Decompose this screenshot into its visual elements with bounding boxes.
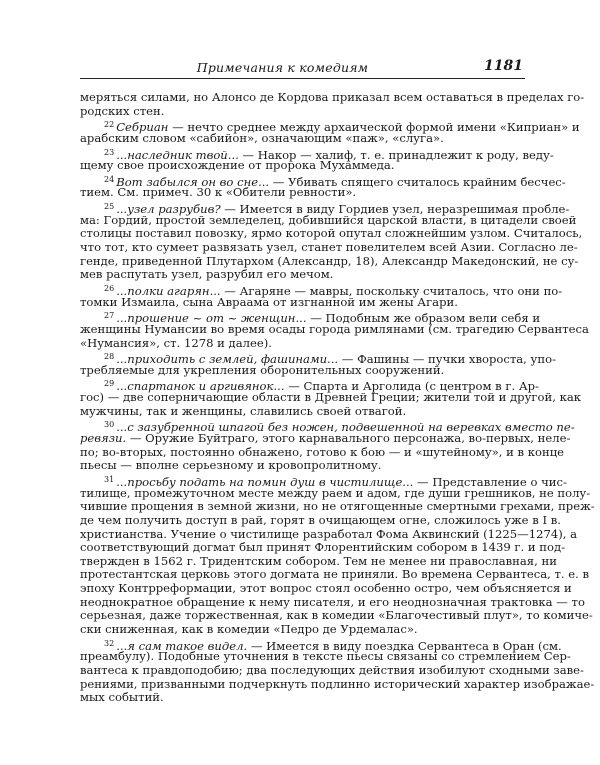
notes-body [80, 90, 595, 705]
text-line [80, 553, 557, 569]
note-text: — Имеется в виду поездка Сервантеса в Оран (см. [247, 638, 562, 653]
note-text: чившие прощения в земной жизни, но не отягощенные смертными грехами, преж- [80, 499, 595, 514]
text-line [80, 540, 566, 555]
text-line [80, 390, 581, 405]
note-lemma: Себриан [116, 120, 169, 135]
note-text: женщины Нумансии во время осады города римлянами (см. трагедию Сервантеса [80, 321, 589, 336]
text-line [80, 90, 585, 105]
note-text: что тот, кто сумеет развязать узел, станет повелителем всей Азии. Согласно ле- [80, 240, 578, 255]
note-lemma: ...полки агарян... [116, 283, 221, 298]
note-lemma: Вот забылся он во сне... [116, 174, 270, 189]
note-lemma: ...с зазубренной шпагой без ножен, подвешенной на веревках вместо пе- [116, 420, 575, 435]
note-text: вантеса к правдоподобию; два последующих действия изобилуют сходными заве- [80, 662, 584, 677]
note-text: — Фашины — пучки хвороста, упо- [338, 352, 556, 367]
text-line [80, 321, 589, 337]
note-text: преамбулу). Подобные уточнения в тексте пьесы связаны со стремлением Сер- [80, 649, 571, 664]
text-line [80, 118, 580, 135]
note-text: требляемые для укрепления оборонительных сооружений. [80, 362, 445, 377]
text-line [80, 173, 566, 189]
text-line [80, 146, 554, 162]
note-lemma: ...просьбу подать на помин душ в чистилище... [116, 474, 414, 489]
note-text: христианства. Учение о чистилище разработал Фома Аквинский (1225—1274), а [80, 526, 578, 541]
note-text: твержден в 1562 г. Тридентским собором. Тем не менее ни православная, ни [80, 553, 557, 568]
note-text: томки Измаила, сына Авраама от изгнанной им жены Агари. [80, 294, 458, 309]
note-text: мев распутать узел, разрубил его мечом. [80, 267, 334, 282]
note-text: генде, приведенной Плутархом (Александр, 18), Александр Македонский, не су- [80, 253, 579, 268]
text-line [80, 431, 571, 446]
running-header [80, 58, 525, 79]
text-line [80, 377, 539, 394]
note-text: меряться силами, но Алонсо де Кордова приказал всем оставаться в пределах го- [80, 90, 585, 104]
note-text: — Имеется в виду Гордиев узел, неразрешимая пробле- [220, 202, 570, 217]
page-number: 1181 [484, 58, 523, 74]
note-number: 28 [104, 352, 115, 362]
note-text: — Убивать спящего считалось крайним бесчес- [269, 174, 566, 189]
note-text: — Агаряне — мавры, поскольку считалось, что они по- [220, 283, 563, 298]
text-line [80, 459, 523, 473]
text-line [80, 608, 593, 623]
text-line [80, 526, 578, 542]
note-text: соответствующий догмат был принят Флорентийским собором в 1439 г. и под- [80, 540, 566, 555]
text-line [80, 337, 523, 351]
text-line [80, 499, 595, 514]
note-lemma: ...узел разрубив? [116, 202, 221, 217]
note-lemma: ревязи. [80, 431, 127, 446]
text-line [80, 485, 591, 501]
note-text: «Нумансия», ст. 1278 и далее). [80, 335, 272, 350]
note-text: по; во-вторых, постоянно обнажено, готово к бою — и «шутейному», и в конце [80, 444, 565, 459]
note-text: — Спарта и Арголида (с центром в г. Ар- [284, 379, 539, 394]
note-number: 30 [104, 420, 115, 430]
text-line [80, 444, 565, 460]
note-lemma: ...спартанок и аргивянок... [116, 379, 285, 394]
note-number: 32 [104, 638, 115, 648]
text-line [80, 105, 523, 119]
note-text: столицы поставил повозку, ярмо которой опутал сложнейшим узлом. Считалось, [80, 226, 583, 241]
note-text: рениями, призванными подчеркнуть подлинно исторический характер изображае- [80, 676, 595, 691]
text-line [80, 212, 577, 228]
note-text: щему свое происхождение от пророка Мухаммеда. [80, 158, 395, 173]
text-line [80, 567, 590, 582]
text-line [80, 253, 579, 269]
note-text: пьесы — вполне серьезному и кровопролитному. [80, 458, 382, 473]
note-number: 27 [104, 311, 115, 321]
text-line [80, 594, 585, 610]
note-text: — Оружие Буйтраго, этого карнавального персонажа, во-первых, неле- [126, 431, 571, 446]
text-line [80, 512, 561, 528]
note-number: 22 [104, 120, 115, 130]
note-text: — Подобным же образом вели себя и [306, 311, 541, 326]
text-line [80, 268, 523, 282]
note-text: ски сниженная, как в комедии «Педро де Урдемалас». [80, 621, 418, 636]
note-text: ма: Гордий, простой земледелец, добившийся царской власти, в цитадели своей [80, 212, 577, 227]
note-number: 29 [104, 379, 115, 389]
note-text: тием. См. примеч. 30 к «Обители ревности». [80, 185, 357, 200]
note-text: гос) — две соперничающие области в Древней Греции; жители той и другой, как [80, 390, 581, 405]
note-number: 31 [104, 474, 115, 484]
text-line [80, 418, 575, 435]
note-number: 23 [104, 147, 115, 157]
note-lemma: ...прошение ~ от ~ женщин... [116, 311, 307, 326]
text-line [80, 676, 595, 692]
note-text: эпоху Контрреформации, этот вопрос стоял особенно остро, чем объясняется и [80, 581, 572, 596]
note-lemma: ...наследник твой... [116, 147, 239, 162]
note-text: родских стен. [80, 103, 165, 118]
text-line [80, 662, 584, 678]
note-number: 24 [104, 174, 115, 184]
running-title: Примечания к комедиям [196, 60, 369, 75]
note-text: арабским словом «сабийон», означающим «паж», «слуга». [80, 130, 444, 145]
note-text: протестантская церковь этого догмата не приняли. Во времена Сервантеса, т. е. в [80, 567, 590, 582]
text-line [80, 581, 572, 596]
text-line [80, 309, 541, 326]
note-text: мых событий. [80, 690, 164, 705]
note-lemma: ...приходить с землей, фашинами... [116, 352, 339, 367]
note-number: 26 [104, 283, 115, 293]
note-text: де чем получить доступ в рай, горят в очищающем огне, сложилось уже в I в. [80, 512, 561, 527]
text-line [80, 296, 523, 310]
note-text: неоднократное обращение к нему писателя, и его неоднозначная трактовка — то [80, 594, 585, 609]
text-line [80, 350, 556, 367]
text-line [80, 240, 578, 255]
note-text: серьезная, даже торжественная, как в комедии «Благочестивый плут», то комиче- [80, 608, 593, 623]
note-text: мужчины, так и женщины, славились своей отвагой. [80, 403, 407, 418]
text-line [80, 282, 563, 298]
note-lemma: ...я сам такое видел. [116, 638, 248, 653]
note-text: — Представление о чис- [413, 474, 567, 489]
note-text: тилище, промежуточном месте между раем и адом, где души грешников, не полу- [80, 485, 591, 500]
text-line [80, 405, 523, 419]
note-text: — нечто среднее между архаической формой имени «Киприан» и [168, 120, 580, 135]
text-line [80, 473, 567, 489]
text-line [80, 623, 523, 637]
text-line [80, 691, 523, 705]
note-text: — Накор — халиф, т. е. принадлежит к роду, веду- [238, 147, 554, 162]
text-line [80, 649, 571, 664]
text-line [80, 200, 570, 217]
note-number: 25 [104, 202, 115, 212]
text-line [80, 637, 562, 653]
text-line [80, 226, 583, 241]
